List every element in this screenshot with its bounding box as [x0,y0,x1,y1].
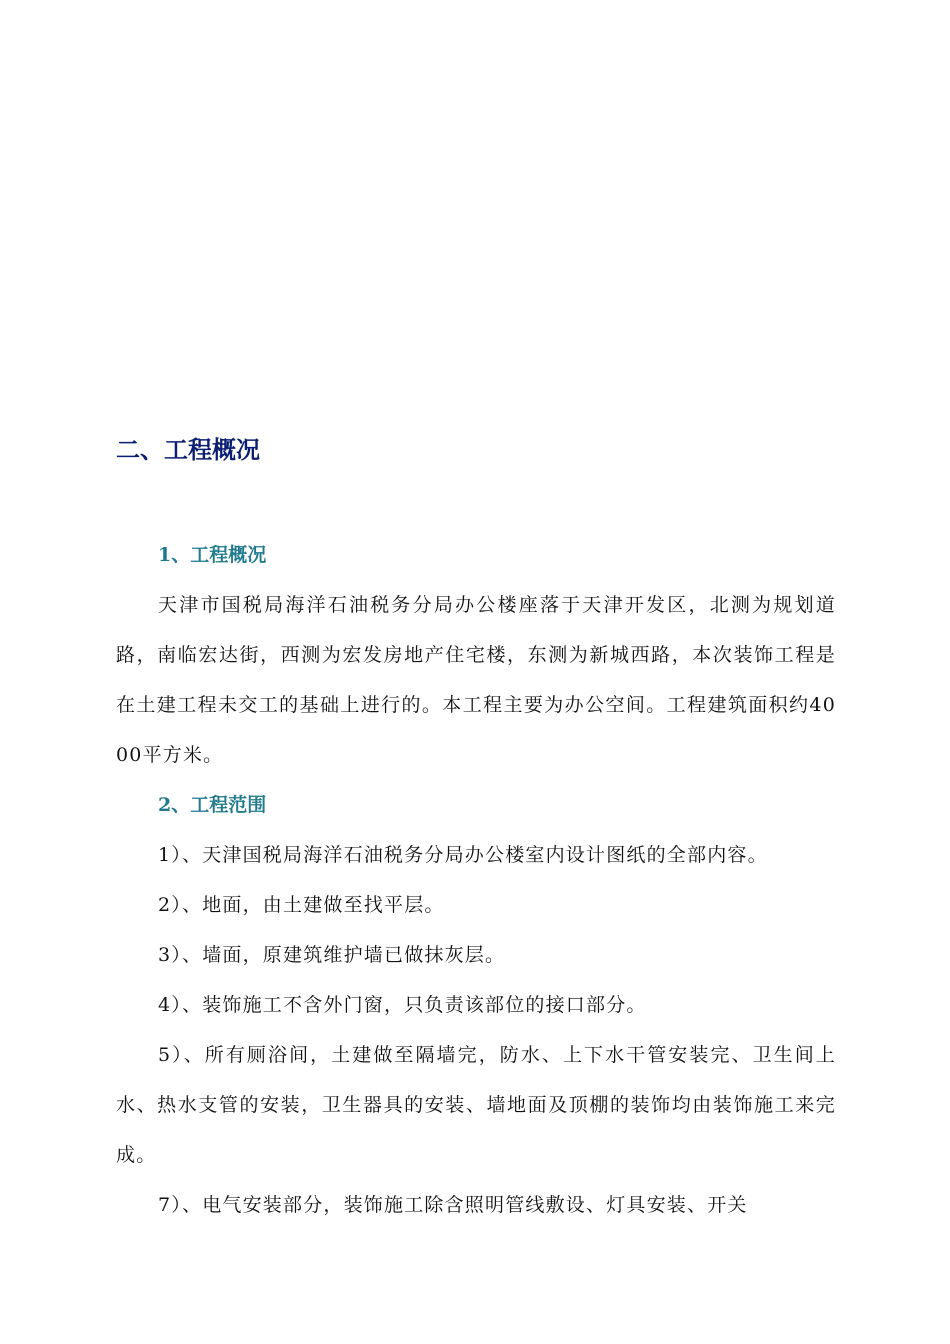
chapter-title: 二、工程概况 [116,436,260,464]
scope-item-2: 2）、地面，由土建做至找平层。 [158,894,445,916]
scope-item-1: 1）、天津国税局海洋石油税务分局办公楼室内设计图纸的全部内容。 [158,844,768,866]
document-body [116,530,836,1230]
scope-item-3: 3）、墙面，原建筑维护墙已做抹灰层。 [158,944,506,966]
overview-paragraph: 天津市国税局海洋石油税务分局办公楼座落于天津开发区，北测为规划道路，南临宏达街，西测为宏发房地产住宅楼，东测为新城西路，本次装饰工程是在土建工程未交工的基础上进行的。本工程主要为办公空间。工程建筑面积约4000平方米。 [116,594,836,766]
scope-item-5: 5）、所有厕浴间，土建做至隔墙完，防水、上下水干管安装完、卫生间上水、热水支管的安装，卫生器具的安装、墙地面及顶棚的装饰均由装饰施工来完成。 [116,1044,836,1166]
section-heading-scope: 2、工程范围 [158,794,267,816]
section-heading-overview: 1、工程概况 [158,544,267,566]
scope-item-7: 7）、电气安装部分，装饰施工除含照明管线敷设、灯具安装、开关 [158,1194,748,1216]
scope-item-4: 4）、装饰施工不含外门窗，只负责该部位的接口部分。 [158,994,647,1016]
